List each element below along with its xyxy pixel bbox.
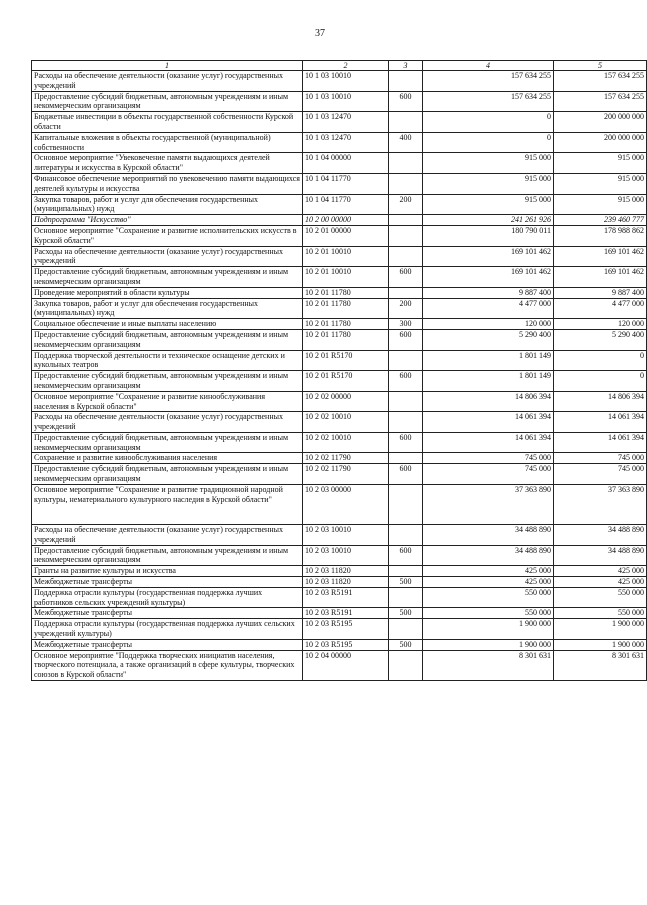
row-type-cell: 500 xyxy=(389,608,423,619)
table-row xyxy=(32,639,647,650)
row-code-cell: 10 1 04 11770 xyxy=(303,173,389,194)
row-value-col5-cell: 915 000 xyxy=(554,194,647,215)
row-value-col5-cell: 200 000 000 xyxy=(554,112,647,133)
row-name-cell: Основное мероприятие "Сохранение и развитие традиционной народной культуры, нематериального культурного наследия в Курской области" xyxy=(32,484,303,524)
row-code-cell: 10 2 03 R5191 xyxy=(303,587,389,608)
row-type-cell xyxy=(389,391,423,412)
row-name-cell: Межбюджетные трансферты xyxy=(32,577,303,588)
row-value-col5-cell: 915 000 xyxy=(554,153,647,174)
row-name-cell: Капитальные вложения в объекты государственной (муниципальной) собственности xyxy=(32,132,303,153)
row-value-col4-cell: 1 900 000 xyxy=(423,619,554,640)
row-value-col4-cell: 745 000 xyxy=(423,464,554,485)
row-type-cell: 600 xyxy=(389,371,423,392)
row-value-col5-cell: 425 000 xyxy=(554,566,647,577)
row-type-cell xyxy=(389,650,423,680)
row-name-cell: Поддержка отрасли культуры (государственная поддержка лучших сельских учреждений культуры) xyxy=(32,619,303,640)
row-name-cell: Предоставление субсидий бюджетным, автономным учреждениям и иным некоммерческим организациям xyxy=(32,432,303,453)
row-value-col5-cell: 34 488 890 xyxy=(554,525,647,546)
row-value-col4-cell: 169 101 462 xyxy=(423,267,554,288)
row-value-col4-cell: 8 301 631 xyxy=(423,650,554,680)
row-name-cell: Поддержка творческой деятельности и техническое оснащение детских и кукольных театров xyxy=(32,350,303,371)
row-type-cell xyxy=(389,525,423,546)
row-name-cell: Межбюджетные трансферты xyxy=(32,639,303,650)
row-code-cell: 10 2 03 10010 xyxy=(303,525,389,546)
table-row xyxy=(32,391,647,412)
table-header-row xyxy=(32,61,647,71)
row-code-cell: 10 2 03 10010 xyxy=(303,545,389,566)
table-row xyxy=(32,246,647,267)
header-col-4: 4 xyxy=(423,61,554,71)
row-value-col4-cell: 550 000 xyxy=(423,587,554,608)
row-name-cell: Предоставление субсидий бюджетным, автономным учреждениям и иным некоммерческим организациям xyxy=(32,545,303,566)
row-value-col4-cell: 157 634 255 xyxy=(423,91,554,112)
table-row xyxy=(32,545,647,566)
row-name-cell: Гранты на развитие культуры и искусства xyxy=(32,566,303,577)
row-value-col5-cell: 0 xyxy=(554,350,647,371)
row-type-cell xyxy=(389,225,423,246)
table-row xyxy=(32,412,647,433)
row-code-cell: 10 2 02 10010 xyxy=(303,412,389,433)
row-type-cell xyxy=(389,587,423,608)
row-code-cell: 10 2 03 R5195 xyxy=(303,639,389,650)
table-row xyxy=(32,225,647,246)
row-value-col5-cell: 120 000 xyxy=(554,319,647,330)
row-name-cell: Расходы на обеспечение деятельности (оказание услуг) государственных учреждений xyxy=(32,525,303,546)
row-name-cell: Социальное обеспечение и иные выплаты населению xyxy=(32,319,303,330)
row-code-cell: 10 2 01 10010 xyxy=(303,246,389,267)
row-name-cell: Межбюджетные трансферты xyxy=(32,608,303,619)
table-row xyxy=(32,267,647,288)
table-row xyxy=(32,619,647,640)
row-value-col5-cell: 550 000 xyxy=(554,587,647,608)
row-code-cell: 10 2 01 11780 xyxy=(303,287,389,298)
table-row xyxy=(32,587,647,608)
row-name-cell: Предоставление субсидий бюджетным, автономным учреждениям и иным некоммерческим организациям xyxy=(32,329,303,350)
row-value-col4-cell: 34 488 890 xyxy=(423,525,554,546)
row-code-cell: 10 2 01 11780 xyxy=(303,329,389,350)
row-name-cell: Закупка товаров, работ и услуг для обеспечения государственных (муниципальных) нужд xyxy=(32,298,303,319)
row-value-col4-cell: 0 xyxy=(423,112,554,133)
row-value-col5-cell: 37 363 890 xyxy=(554,484,647,524)
table-row xyxy=(32,464,647,485)
row-value-col4-cell: 241 261 926 xyxy=(423,215,554,226)
row-value-col4-cell: 425 000 xyxy=(423,577,554,588)
table-row xyxy=(32,453,647,464)
header-col-5: 5 xyxy=(554,61,647,71)
row-type-cell xyxy=(389,71,423,92)
row-code-cell: 10 2 02 11790 xyxy=(303,464,389,485)
row-value-col4-cell: 1 900 000 xyxy=(423,639,554,650)
table-row xyxy=(32,91,647,112)
row-value-col5-cell: 178 988 862 xyxy=(554,225,647,246)
row-value-col5-cell: 550 000 xyxy=(554,608,647,619)
row-name-cell: Основное мероприятие "Сохранение и развитие исполнительских искусств в Курской области" xyxy=(32,225,303,246)
row-type-cell xyxy=(389,566,423,577)
table-row xyxy=(32,525,647,546)
table-row xyxy=(32,132,647,153)
row-type-cell xyxy=(389,246,423,267)
row-value-col5-cell: 14 061 394 xyxy=(554,432,647,453)
row-type-cell: 600 xyxy=(389,329,423,350)
row-type-cell xyxy=(389,215,423,226)
row-name-cell: Предоставление субсидий бюджетным, автономным учреждениям и иным некоммерческим организациям xyxy=(32,267,303,288)
table-row xyxy=(32,371,647,392)
row-value-col4-cell: 180 790 011 xyxy=(423,225,554,246)
row-type-cell: 200 xyxy=(389,194,423,215)
row-value-col5-cell: 239 460 777 xyxy=(554,215,647,226)
row-type-cell: 300 xyxy=(389,319,423,330)
row-value-col5-cell: 425 000 xyxy=(554,577,647,588)
row-value-col5-cell: 9 887 400 xyxy=(554,287,647,298)
row-type-cell: 200 xyxy=(389,298,423,319)
row-value-col5-cell: 1 900 000 xyxy=(554,639,647,650)
row-code-cell: 10 1 03 10010 xyxy=(303,71,389,92)
row-value-col5-cell: 745 000 xyxy=(554,453,647,464)
row-code-cell: 10 2 02 10010 xyxy=(303,432,389,453)
row-value-col4-cell: 745 000 xyxy=(423,453,554,464)
row-type-cell xyxy=(389,350,423,371)
row-value-col4-cell: 14 061 394 xyxy=(423,432,554,453)
row-value-col5-cell: 157 634 255 xyxy=(554,91,647,112)
page-number: 37 xyxy=(315,28,325,39)
row-type-cell xyxy=(389,173,423,194)
row-type-cell: 500 xyxy=(389,577,423,588)
row-code-cell: 10 2 03 11820 xyxy=(303,566,389,577)
table-row xyxy=(32,577,647,588)
row-code-cell: 10 1 03 10010 xyxy=(303,91,389,112)
row-value-col5-cell: 8 301 631 xyxy=(554,650,647,680)
row-code-cell: 10 2 00 00000 xyxy=(303,215,389,226)
row-code-cell: 10 2 02 11790 xyxy=(303,453,389,464)
budget-table xyxy=(31,60,647,681)
row-code-cell: 10 2 01 00000 xyxy=(303,225,389,246)
row-code-cell: 10 1 03 12470 xyxy=(303,132,389,153)
row-type-cell: 600 xyxy=(389,267,423,288)
row-value-col4-cell: 915 000 xyxy=(423,153,554,174)
row-code-cell: 10 1 03 12470 xyxy=(303,112,389,133)
row-type-cell xyxy=(389,484,423,524)
row-code-cell: 10 2 03 11820 xyxy=(303,577,389,588)
row-value-col4-cell: 1 801 149 xyxy=(423,371,554,392)
row-value-col5-cell: 169 101 462 xyxy=(554,267,647,288)
row-code-cell: 10 2 01 11780 xyxy=(303,319,389,330)
row-name-cell: Расходы на обеспечение деятельности (оказание услуг) государственных учреждений xyxy=(32,412,303,433)
table-body xyxy=(32,71,647,681)
row-type-cell: 600 xyxy=(389,545,423,566)
table-row xyxy=(32,608,647,619)
table-row xyxy=(32,153,647,174)
row-name-cell: Предоставление субсидий бюджетным, автономным учреждениям и иным некоммерческим организациям xyxy=(32,371,303,392)
row-type-cell: 500 xyxy=(389,639,423,650)
row-value-col5-cell: 34 488 890 xyxy=(554,545,647,566)
row-name-cell: Основное мероприятие "Поддержка творческих инициатив населения, творческого потенциала, а также организаций в сфере культуры, творческих союзов в Курской области" xyxy=(32,650,303,680)
row-value-col4-cell: 157 634 255 xyxy=(423,71,554,92)
row-type-cell: 600 xyxy=(389,464,423,485)
row-name-cell: Закупка товаров, работ и услуг для обеспечения государственных (муниципальных) нужд xyxy=(32,194,303,215)
row-type-cell xyxy=(389,153,423,174)
table-row xyxy=(32,112,647,133)
row-code-cell: 10 2 04 00000 xyxy=(303,650,389,680)
row-value-col4-cell: 550 000 xyxy=(423,608,554,619)
row-type-cell: 600 xyxy=(389,91,423,112)
row-value-col5-cell: 0 xyxy=(554,371,647,392)
table-row xyxy=(32,650,647,680)
table-row xyxy=(32,71,647,92)
row-type-cell xyxy=(389,619,423,640)
row-value-col4-cell: 5 290 400 xyxy=(423,329,554,350)
row-value-col5-cell: 1 900 000 xyxy=(554,619,647,640)
row-value-col4-cell: 120 000 xyxy=(423,319,554,330)
row-value-col5-cell: 915 000 xyxy=(554,173,647,194)
row-code-cell: 10 2 02 00000 xyxy=(303,391,389,412)
row-value-col4-cell: 425 000 xyxy=(423,566,554,577)
row-name-cell: Финансовое обеспечение мероприятий по увековечению памяти выдающихся деятелей культуры и искусства xyxy=(32,173,303,194)
row-code-cell: 10 2 03 00000 xyxy=(303,484,389,524)
row-value-col4-cell: 34 488 890 xyxy=(423,545,554,566)
row-value-col4-cell: 169 101 462 xyxy=(423,246,554,267)
row-value-col5-cell: 5 290 400 xyxy=(554,329,647,350)
header-col-2: 2 xyxy=(303,61,389,71)
row-name-cell: Подпрограмма "Искусство" xyxy=(32,215,303,226)
table-row xyxy=(32,350,647,371)
row-name-cell: Поддержка отрасли культуры (государственная поддержка лучших работников сельских учреждений культуры) xyxy=(32,587,303,608)
row-value-col4-cell: 0 xyxy=(423,132,554,153)
table-row xyxy=(32,484,647,524)
row-value-col5-cell: 200 000 000 xyxy=(554,132,647,153)
row-value-col4-cell: 14 806 394 xyxy=(423,391,554,412)
row-value-col4-cell: 14 061 394 xyxy=(423,412,554,433)
row-code-cell: 10 2 01 11780 xyxy=(303,298,389,319)
row-name-cell: Расходы на обеспечение деятельности (оказание услуг) государственных учреждений xyxy=(32,246,303,267)
header-col-3: 3 xyxy=(389,61,423,71)
table-row xyxy=(32,287,647,298)
row-name-cell: Сохранение и развитие кинообслуживания населения xyxy=(32,453,303,464)
row-code-cell: 10 1 04 11770 xyxy=(303,194,389,215)
row-type-cell xyxy=(389,453,423,464)
table-row xyxy=(32,566,647,577)
row-value-col5-cell: 4 477 000 xyxy=(554,298,647,319)
row-type-cell: 400 xyxy=(389,132,423,153)
row-code-cell: 10 2 01 R5170 xyxy=(303,371,389,392)
row-name-cell: Основное мероприятие "Увековечение памяти выдающихся деятелей литературы и искусства в Курской области" xyxy=(32,153,303,174)
table-row xyxy=(32,432,647,453)
row-name-cell: Предоставление субсидий бюджетным, автономным учреждениям и иным некоммерческим организациям xyxy=(32,91,303,112)
table-row xyxy=(32,298,647,319)
row-name-cell: Основное мероприятие "Сохранение и развитие кинообслуживания населения в Курской области" xyxy=(32,391,303,412)
row-type-cell xyxy=(389,412,423,433)
row-type-cell xyxy=(389,287,423,298)
table-row xyxy=(32,173,647,194)
row-code-cell: 10 2 03 R5191 xyxy=(303,608,389,619)
row-code-cell: 10 2 03 R5195 xyxy=(303,619,389,640)
row-value-col5-cell: 745 000 xyxy=(554,464,647,485)
row-type-cell xyxy=(389,112,423,133)
row-code-cell: 10 2 01 R5170 xyxy=(303,350,389,371)
row-value-col4-cell: 9 887 400 xyxy=(423,287,554,298)
header-col-1: 1 xyxy=(32,61,303,71)
row-value-col4-cell: 915 000 xyxy=(423,173,554,194)
row-value-col5-cell: 14 061 394 xyxy=(554,412,647,433)
row-type-cell: 600 xyxy=(389,432,423,453)
table-row xyxy=(32,194,647,215)
row-value-col4-cell: 4 477 000 xyxy=(423,298,554,319)
row-value-col5-cell: 14 806 394 xyxy=(554,391,647,412)
row-value-col5-cell: 157 634 255 xyxy=(554,71,647,92)
row-value-col4-cell: 915 000 xyxy=(423,194,554,215)
row-name-cell: Предоставление субсидий бюджетным, автономным учреждениям и иным некоммерческим организациям xyxy=(32,464,303,485)
table-row xyxy=(32,329,647,350)
row-name-cell: Бюджетные инвестиции в объекты государственной собственности Курской области xyxy=(32,112,303,133)
row-value-col5-cell: 169 101 462 xyxy=(554,246,647,267)
row-value-col4-cell: 1 801 149 xyxy=(423,350,554,371)
row-code-cell: 10 1 04 00000 xyxy=(303,153,389,174)
table-row xyxy=(32,319,647,330)
row-name-cell: Проведение мероприятий в области культуры xyxy=(32,287,303,298)
row-value-col4-cell: 37 363 890 xyxy=(423,484,554,524)
row-code-cell: 10 2 01 10010 xyxy=(303,267,389,288)
row-name-cell: Расходы на обеспечение деятельности (оказание услуг) государственных учреждений xyxy=(32,71,303,92)
table-row xyxy=(32,215,647,226)
